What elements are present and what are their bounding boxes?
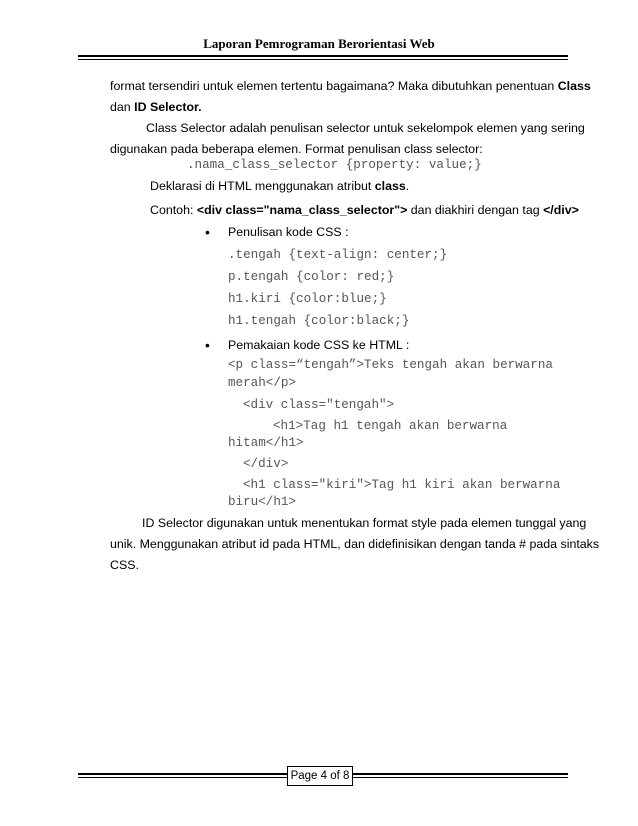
paragraph-1-line-2: [110, 97, 202, 118]
bullet-1-label: Penulisan kode CSS :: [228, 225, 349, 239]
html-code-line-6: </div>: [243, 457, 289, 471]
header-rule-thin: [78, 59, 568, 60]
paragraph-3-text: Deklarasi di HTML menggunakan atribut: [150, 179, 375, 193]
css-code-line-3: h1.kiri {color:blue;}: [228, 292, 387, 306]
html-code-line-2: merah</p>: [228, 376, 297, 390]
css-code-line-4: h1.tengah {color:black;}: [228, 314, 410, 328]
bullet-2-dot: •: [205, 337, 210, 353]
paragraph-1-line-1: [110, 76, 591, 97]
div-close-tag: </div>: [543, 203, 579, 217]
footer-rule-right-thin: [353, 777, 568, 778]
class-selector-format-code: .nama_class_selector {property: value;}: [187, 158, 482, 172]
css-code-line-2: p.tengah {color: red;}: [228, 270, 395, 284]
paragraph-1-line-2-text: dan: [110, 100, 135, 114]
css-code-line-1: .tengah {text-align: center;}: [228, 248, 448, 262]
paragraph-5-line-3: CSS.: [110, 558, 139, 572]
div-open-tag: <div class="nama_class_selector">: [196, 203, 408, 217]
html-code-line-7: <h1 class="kiri">Tag h1 kiri akan berwarna: [243, 478, 561, 492]
html-code-line-5: hitam</h1>: [228, 436, 304, 450]
paragraph-1-line-1-text: format tersendiri untuk elemen tertentu bagaimana? Maka dibutuhkan penentuan: [110, 79, 558, 93]
paragraph-5-line-1: ID Selector digunakan untuk menentukan format style pada elemen tunggal yang: [142, 516, 587, 530]
bullet-2-label: Pemakaian kode CSS ke HTML :: [228, 338, 410, 352]
paragraph-2-line-1: Class Selector adalah penulisan selector untuk sekelompok elemen yang sering: [146, 121, 585, 135]
footer-rule-left-thick: [78, 773, 287, 775]
paragraph-3-end: .: [405, 179, 410, 193]
html-code-line-3: <div class="tengah">: [243, 398, 395, 412]
paragraph-2-line-2: digunakan pada beberapa elemen. Format penulisan class selector:: [110, 142, 483, 156]
paragraph-4-mid: dan diakhiri dengan tag: [407, 203, 544, 217]
paragraph-4-text: Contoh:: [150, 203, 197, 217]
id-selector-keyword: ID Selector.: [134, 100, 202, 114]
paragraph-4: [150, 200, 579, 221]
html-code-line-8: biru</h1>: [228, 495, 297, 509]
paragraph-5-line-2: unik. Menggunakan atribut id pada HTML, dan didefinisikan dengan tanda # pada sintaks: [110, 537, 600, 551]
class-attr-keyword: class: [374, 179, 406, 193]
header-title: Laporan Pemrograman Berorientasi Web: [203, 36, 435, 51]
html-code-line-4: <h1>Tag h1 tengah akan berwarna: [273, 419, 508, 433]
bullet-1-dot: •: [205, 224, 210, 240]
html-code-line-1: <p class=“tengah”>Teks tengah akan berwarna: [228, 358, 553, 372]
footer-rule-right-thick: [353, 773, 568, 775]
page-number: Page 4 of 8: [287, 766, 353, 786]
class-keyword: Class: [557, 79, 591, 93]
header-rule-thick: [78, 55, 568, 57]
paragraph-3: [150, 176, 409, 197]
footer-rule-left-thin: [78, 777, 287, 778]
